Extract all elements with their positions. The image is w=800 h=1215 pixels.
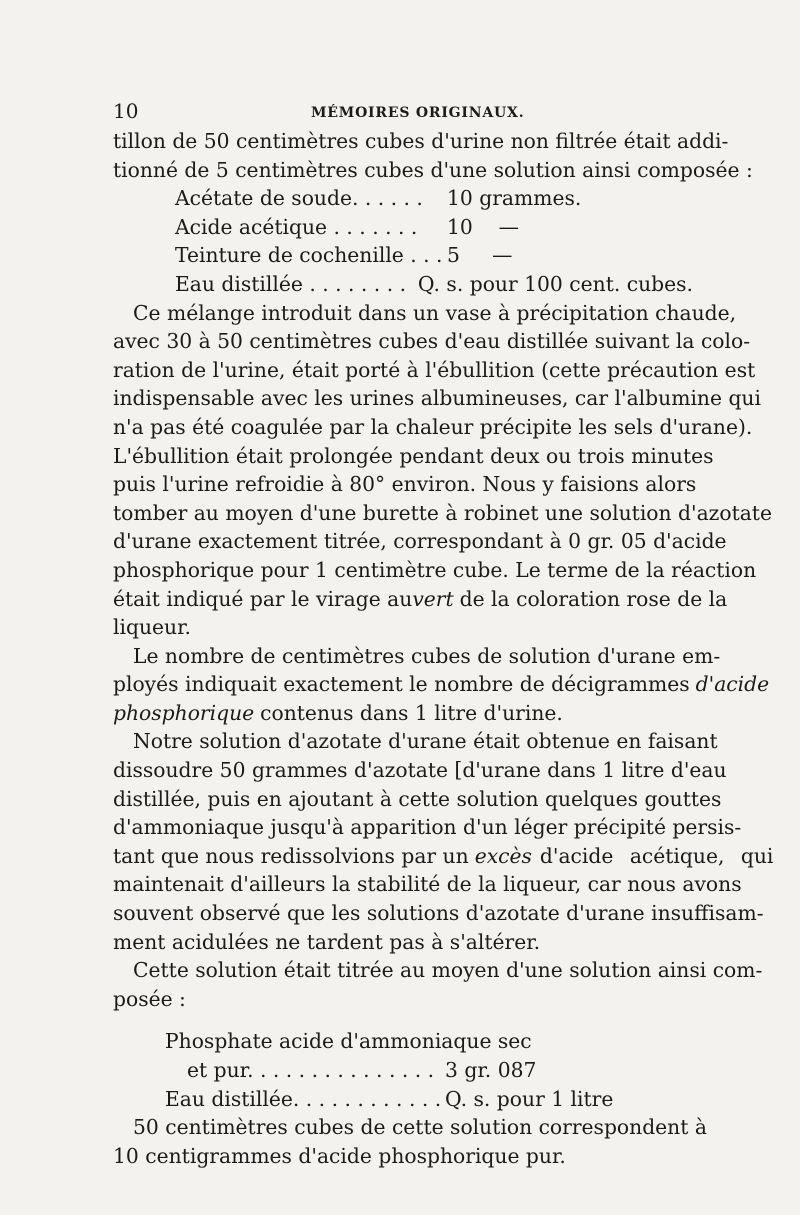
text-line: [113, 356, 756, 385]
line-text: dissoudre 50 grammes d'azotate [d'urane dans 1 litre d'eau: [113, 758, 727, 783]
running-head: MÉMOIRES ORIGINAUX.: [311, 105, 525, 121]
line-text: ment acidulées ne tardent pas à s'altérer.: [113, 929, 541, 954]
text-line: [113, 699, 693, 728]
paragraph-1: [113, 127, 753, 184]
recipe-quantity: 10 grammes.: [447, 186, 582, 211]
recipe-quantity: Q. s. pour 100 cent. cubes.: [417, 271, 693, 296]
text-line: [113, 842, 774, 871]
text-line: [113, 985, 693, 1014]
recipe-row: [165, 1085, 693, 1114]
italic-word: vert: [412, 586, 454, 611]
recipe-row: [175, 241, 693, 270]
text-line: [113, 727, 718, 756]
recipe-ingredient: Eau distillée . . . . . . . .: [175, 271, 407, 296]
line-text: n'a pas été coagulée par la chaleur précipite les sels d'urane).: [113, 414, 753, 439]
line-text: puis l'urine refroidie à 80° environ. Nous y faisions alors: [113, 472, 697, 497]
text-line: [113, 785, 722, 814]
line-text: était indiqué par le virage au: [113, 586, 413, 611]
document-page: [113, 95, 774, 1170]
page-header: [113, 95, 693, 127]
line-text: Ce mélange introduit dans un vase à précipitation chaude,: [133, 300, 737, 325]
paragraph-2: [113, 299, 772, 642]
line-text: tomber au moyen d'une burette à robinet une solution d'azotate: [113, 500, 772, 525]
text-line: [113, 870, 742, 899]
text-line: [113, 642, 721, 671]
line-text: phosphorique pour 1 centimètre cube. Le terme de la réaction: [113, 557, 757, 582]
recipe-table-1: [113, 184, 693, 298]
line-text: contenus dans 1 litre d'urine.: [260, 700, 563, 725]
paragraph-5: [113, 956, 763, 1013]
line-text: indispensable avec les urines albumineuses, car l'albumine qui: [113, 386, 761, 411]
line-text: tillon de 50 centimètres cubes d'urine non filtrée était addi-: [113, 129, 729, 153]
paragraph-6: [113, 1113, 707, 1170]
italic-word: excès: [474, 843, 532, 868]
recipe-ingredient: Teinture de cochenille . . .: [175, 243, 443, 268]
recipe-quantity: Q. s. pour 1 litre: [445, 1086, 614, 1111]
recipe-row: [175, 270, 693, 299]
line-text: d'urane exactement titrée, correspondant à 0 gr. 05 d'acide: [113, 529, 727, 554]
text-line: [113, 413, 753, 442]
text-line: [113, 585, 728, 614]
line-text: Cette solution était titrée au moyen d'une solution ainsi com-: [133, 958, 763, 983]
recipe-quantity: 5 —: [447, 243, 513, 268]
line-text: souvent observé que les solutions d'azotate d'urane insuffisam-: [113, 901, 764, 926]
recipe-row: [175, 184, 693, 213]
text-line: [113, 1142, 693, 1171]
text-line: [113, 470, 697, 499]
line-text: posée :: [113, 986, 186, 1011]
line-text: Notre solution d'azotate d'urane était obtenue en faisant: [133, 729, 718, 754]
text-line: [113, 527, 727, 556]
line-text: avec 30 à 50 centimètres cubes d'eau distillée suivant la colo-: [113, 329, 751, 354]
recipe-ingredient: Acétate de soude. . . . . .: [175, 186, 423, 211]
line-text: 10 centigrammes d'acide phosphorique pur.: [113, 1143, 566, 1168]
text-line: [113, 670, 770, 699]
text-line: [113, 156, 753, 185]
line-text: maintenait d'ailleurs la stabilité de la liqueur, car nous avons: [113, 872, 742, 897]
recipe-ingredient: Acide acétique . . . . . . .: [175, 214, 418, 239]
text-line: [113, 127, 729, 156]
text-line: [113, 956, 763, 985]
line-text: distillée, puis en ajoutant à cette solution quelques gouttes: [113, 786, 722, 811]
paragraph-4: [113, 727, 774, 956]
line-text: tionné de 5 centimètres cubes d'une solution ainsi composée :: [113, 157, 753, 182]
text-line: [113, 384, 761, 413]
italic-word: d'acide: [695, 672, 770, 697]
recipe-quantity: 10 —: [447, 214, 519, 239]
text-line: [113, 613, 693, 642]
text-line: [113, 556, 757, 585]
text-line: [113, 327, 751, 356]
text-line: [113, 756, 727, 785]
text-line: [113, 928, 693, 957]
line-text: ration de l'urine, était porté à l'ébullition (cette précaution est: [113, 357, 756, 382]
line-text: L'ébullition était prolongée pendant deux ou trois minutes: [113, 443, 714, 468]
page-number: 10: [113, 99, 139, 123]
text-line: [113, 813, 742, 842]
line-text: d'ammoniaque jusqu'à apparition d'un léger précipité persis-: [113, 815, 742, 840]
recipe-table-2: [113, 1027, 693, 1113]
line-text: d'acide acétique, qui: [539, 843, 774, 868]
line-text: ployés indiquait exactement le nombre de décigrammes: [113, 672, 690, 697]
recipe-row: [165, 1056, 693, 1085]
recipe-ingredient: Eau distillée. . . . . . . . . . . .: [165, 1086, 442, 1111]
line-text: de la coloration rose de la: [459, 586, 728, 611]
recipe-ingredient: et pur. . . . . . . . . . . . . . .: [187, 1058, 435, 1082]
text-line: [113, 899, 764, 928]
line-text: 50 centimètres cubes de cette solution correspondent à: [133, 1115, 707, 1140]
paragraph-3: [113, 642, 770, 728]
text-line: [113, 299, 737, 328]
text-line: [113, 499, 772, 528]
text-line: [113, 442, 714, 471]
line-text: liqueur.: [113, 615, 191, 640]
text-line: [113, 1113, 707, 1142]
line-text: Le nombre de centimètres cubes de solution d'urane em-: [133, 643, 721, 668]
recipe-line: Phosphate acide d'ammoniaque sec: [165, 1029, 532, 1054]
italic-word: phosphorique: [113, 700, 255, 725]
recipe-row: [175, 213, 693, 242]
recipe-quantity: 3 gr. 087: [445, 1058, 537, 1082]
line-text: tant que nous redissolvions par un: [113, 843, 469, 868]
